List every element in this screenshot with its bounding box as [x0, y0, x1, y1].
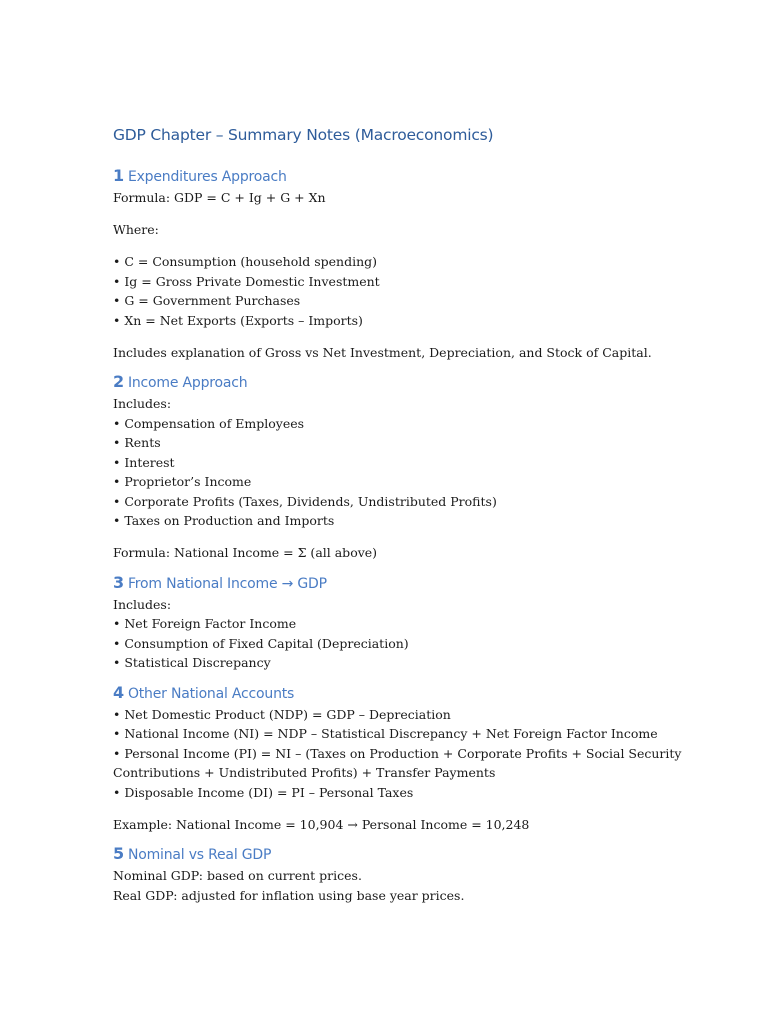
section-heading: [113, 371, 673, 394]
section-heading: [113, 572, 673, 595]
section-heading: [113, 165, 673, 188]
list-item: • Interest: [113, 454, 175, 470]
list-item-continuation: Contributions + Undistributed Profits) + Transfer Payments: [113, 765, 496, 780]
section-heading: [113, 682, 673, 705]
list-item: • Personal Income (PI) = NI – (Taxes on Production + Corporate Profits + Social Security: [113, 745, 682, 761]
section-national-income-to-gdp: [113, 572, 673, 682]
section-heading-text: Expenditures Approach: [127, 169, 287, 185]
section-heading-text: Other National Accounts: [127, 685, 295, 702]
list-item: • C = Consumption (household spending): [113, 254, 378, 269]
section-number: 3: [113, 572, 124, 592]
list-item: • G = Government Purchases: [113, 293, 301, 308]
section-number: 1: [113, 166, 124, 185]
section-other-national-accounts: [113, 682, 682, 844]
section-number: 2: [113, 372, 124, 391]
nominal-gdp-line: Nominal GDP: based on current prices.: [113, 868, 362, 883]
list-item: • Statistical Discrepancy: [113, 655, 271, 670]
example-line: Example: National Income = 10,904 → Personal Income = 10,248: [113, 816, 530, 832]
where-label: Where:: [113, 222, 159, 237]
list-item: • Corporate Profits (Taxes, Dividends, Undistributed Profits): [113, 493, 497, 509]
list-item: • Ig = Gross Private Domestic Investment: [113, 273, 380, 289]
section-heading-text: From National Income → GDP: [127, 575, 327, 592]
list-item: • Rents: [113, 435, 161, 450]
includes-label: Includes:: [113, 396, 172, 411]
document-title: GDP Chapter – Summary Notes (Macroeconomics): [113, 126, 494, 144]
note-line: Includes explanation of Gross vs Net Investment, Depreciation, and Stock of Capital.: [113, 344, 652, 360]
list-item: • National Income (NI) = NDP – Statistical Discrepancy + Net Foreign Factor Income: [113, 726, 658, 741]
document-page: [113, 118, 682, 905]
section-number: 5: [113, 844, 124, 863]
list-item: • Consumption of Fixed Capital (Depreciation): [113, 635, 409, 651]
list-item: • Disposable Income (DI) = PI – Personal Taxes: [113, 784, 414, 800]
list-item: • Taxes on Production and Imports: [113, 513, 335, 528]
section-number: 4: [113, 682, 124, 702]
section-expenditures-approach: [113, 165, 673, 371]
includes-label: Includes:: [113, 596, 172, 612]
real-gdp-line: Real GDP: adjusted for inflation using base year prices.: [113, 887, 465, 903]
formula-line: Formula: GDP = C + Ig + G + Xn: [113, 190, 326, 205]
section-nominal-vs-real-gdp: [113, 843, 673, 905]
formula-line: Formula: National Income = Σ (all above): [113, 545, 378, 560]
list-item: • Proprietor’s Income: [113, 474, 252, 489]
section-heading-text: Nominal vs Real GDP: [127, 847, 272, 863]
section-heading-text: Income Approach: [127, 375, 248, 391]
section-heading: [113, 843, 673, 866]
list-item: • Net Foreign Factor Income: [113, 616, 297, 631]
list-item: • Compensation of Employees: [113, 415, 305, 431]
section-income-approach: [113, 371, 673, 572]
list-item: • Net Domestic Product (NDP) = GDP – Depreciation: [113, 706, 451, 722]
list-item: • Xn = Net Exports (Exports – Imports): [113, 312, 363, 328]
